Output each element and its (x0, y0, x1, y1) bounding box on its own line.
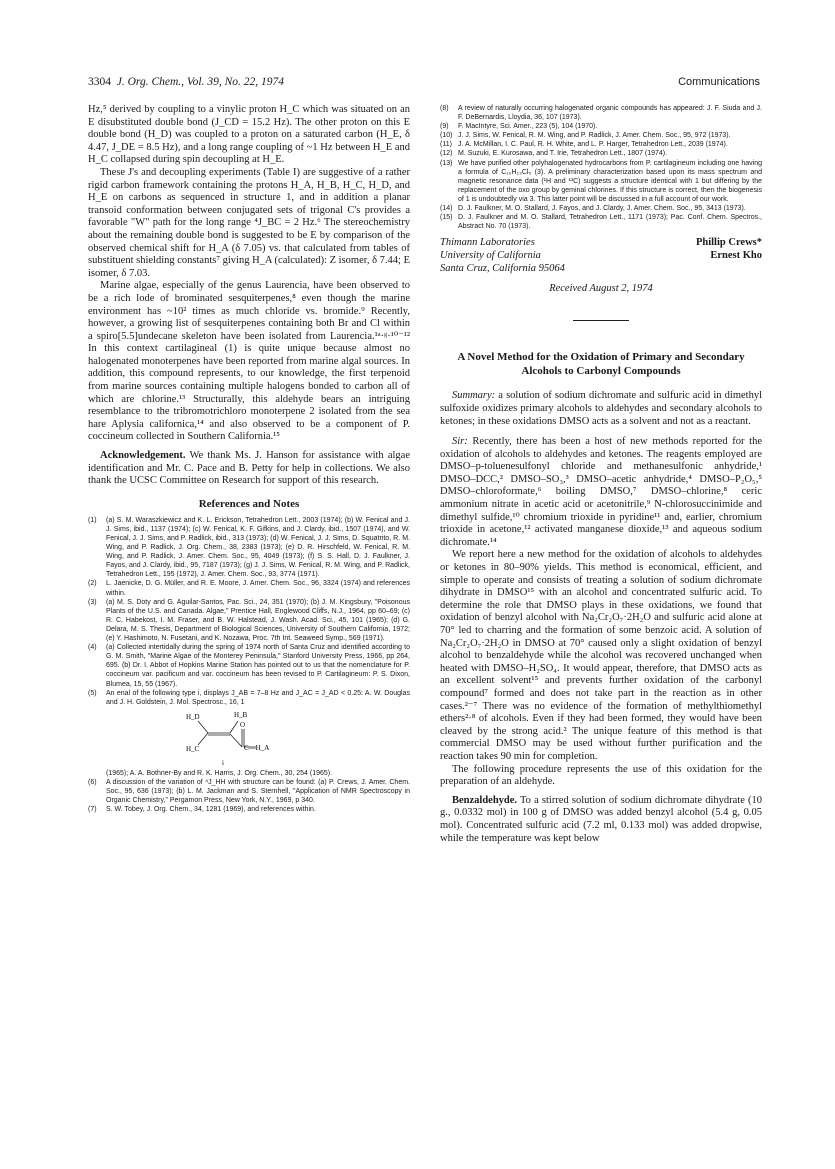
reference-item (440, 131, 762, 140)
reference-text: D. J. Faulkner and M. O. Stallard, Tetrahedron Lett., 1171 (1973); Pac. Conf. Chem. Spectros., Abstract No. 70 (1973). (458, 214, 762, 231)
summary (440, 390, 762, 428)
reference-text: (a) Collected intertidally during the spring of 1974 north of Santa Cruz and identified according to G. M. Smith, "Marine Algae of the Monterey Peninsula," Stanford University Press, 1966, pp 264, 695. (b) Dr. I. Abbot of Hopkins Marine Station has pointed out to us that the nomenclature for P. coccineum var. pacificum and var. coccineum has been revised to P. Cartilagineum: P. S. Dixon, Blumea, 15, 55 (1967). (106, 644, 410, 688)
body-paragraph (440, 436, 762, 549)
sir-label: Sir: (452, 436, 468, 448)
struct-label-ha: C—H_A (244, 743, 270, 752)
reference-text: A review of naturally occurring halogenated organic compounds has appeared: J. F. Siuda and J. F. DeBernardis, Lloydia, 36, 107 (1973). (458, 105, 762, 122)
struct-label-i: i (222, 758, 224, 767)
body-paragraph: The following procedure represents the use of this oxidation for the preparation of an aldehyde. (440, 763, 762, 788)
reference-text: F. MacIntyre, Sci. Amer., 223 (5), 104 (1970). (458, 123, 598, 131)
right-column (440, 104, 762, 845)
institution (440, 237, 565, 275)
sir-text: Recently, there has been a host of new methods reported for the oxidation of alcohols to aldehydes and ketones. The reagents employed are DMSO–p-toluenesulfonyl chloride and methanesulfonic anhydride,¹ DMSO–DCC,² DMSO–SO₃,³ DMSO–acetic anhydride,⁴ DMSO–P₂O₅,⁵ DMSO–chloroformate,⁶ boiling DMSO,⁷ DMSO–chlorine,⁸ ceric ammonium nitrate in acetic acid or acetonitrile,⁹ N-chlorosuccinimide and dimethyl sulfide,¹⁰ chromium trioxide in pyridine¹¹ and, earlier, chromium trioxide in acetone,¹² activated manganese dioxide,¹³ and aqueous sodium dichromate.¹⁴ (440, 436, 762, 548)
reference-text: J. A. McMillan, I. C. Paul, R. H. White, and L. P. Harger, Tetrahedron Lett., 2039 (1974). (458, 141, 728, 149)
article-title: A Novel Method for the Oxidation of Primary and Secondary Alcohols to Carbonyl Compounds (457, 351, 745, 377)
reference-text: (a) S. M. Waraszkiewicz and K. L. Erickson, Tetrahedron Lett., 2003 (1974); (b) W. Fenical and J. J. Sims, ibid., 1137 (1974); (c) W. Fenical, K. F. Gifkins, and J. Clardy, ibid., 1507 (1974), and W. Fenical, J. J. Sims, and P. Radlick, ibid., 313 (1973); (d) W. Fenical, J. J. Sims, D. Squatrito, R. M. Wing, and P. Radlick, J. Org. Chem., 38, 2383 (1973); (e) D. R. Hirschfeld, W. Fenical, R. M. Wing, and P. Radlick, J. Amer. Chem. Soc., 95, 4049 (1973); (f) S. S. Hall, D. J. Faulkner, J. Fayos, and J. Clardy, ibid., 95, 7187 (1973); (g) J. J. Sims, W. Fenical, R. M. Wing, and P. Radlick, Tetrahedron Lett., 195 (1972), J. Amer. Chem. Soc., 93, 3774 (1971). (106, 516, 410, 579)
references-list (88, 516, 410, 707)
references-list-continued (88, 769, 410, 814)
reference-number: (6) (88, 778, 97, 786)
reference-item (440, 122, 762, 131)
reference-item (440, 213, 762, 231)
reference-number: (12) (440, 150, 453, 158)
authors (696, 237, 762, 263)
reference-item (88, 516, 410, 580)
acknowledgement (88, 450, 410, 488)
references-heading: References and Notes (198, 497, 300, 510)
reference-text: L. Jaenicke, D. G. Müller, and R. E. Moore, J. Amer. Chem. Soc., 96, 3324 (1974) and references within. (106, 580, 410, 597)
body-paragraph: Marine algae, especially of the genus Laurencia, have been observed to be a rich lode of brominated sesquiterpenes,⁸ even though the marine environment has ~10² times as much chloride vs. bromide.⁹ Recently, however, a growing list of sesquiterpenes containing both Br and Cl within a spiro[5.5]undecane skeleton have been isolated from Laurencia.¹ᵃ·ᵍ·¹⁰⁻¹² In this context cartilagineal (1) is quite unique because almost no halogenated monoterpenes have been reported from marine algal sources. In addition, this compound represents, to our knowledge, the first terpenoid from marine sources containing multiple halogens bonded to carbon all of which are chlorine.¹³ Structurally, this aldehyde bears an intriguing resemblance to the tribromotrichloro monoterpene 2 isolated from the sea hare Aplysia californica,¹⁴ and also observed to be a component of P. coccineum collected in Southern California.¹⁵ (88, 280, 410, 443)
reference-number: (15) (440, 214, 453, 222)
reference-item (88, 598, 410, 643)
body-paragraph: Hz,⁵ derived by coupling to a vinylic proton H_C which was situated on an E disubstituted double bond (J_CD = 15.2 Hz). The other proton on this E double bond (H_D) was coupled to a proton on a saturated carbon (H_E, δ 4.47, J_DE = 8.5 Hz), and a long range coupling of ~1 Hz between H_E and H_C collapsed during spin decoupling at H_E. (88, 104, 410, 166)
reference-text: M. Suzuki, E. Kurosawa, and T. Irie, Tetrahedron Lett., 1807 (1974). (458, 150, 668, 158)
struct-label-o: O (240, 720, 246, 729)
reference-text: J. J. Sims, W. Fenical, R. M. Wing, and P. Radlick, J. Amer. Chem. Soc., 95, 972 (1973). (458, 132, 731, 140)
institution-line: Thimann Laboratories (440, 237, 535, 249)
reference-number: (3) (88, 598, 97, 606)
reference-number: (11) (440, 141, 452, 149)
reference-text: (1965); A. A. Bothner-By and R. K. Harris, J. Org. Chem., 30, 254 (1965). (106, 769, 333, 777)
ack-text: We thank Ms. J. Hanson for assistance with algae identification and Mr. C. Pace and B. Petty for help in collections. We also thank the UCSC Committee on Research for support of this research. (88, 450, 410, 487)
reference-item (440, 104, 762, 122)
reference-item (88, 689, 410, 707)
reference-item (88, 769, 410, 778)
reference-number: (8) (440, 105, 449, 112)
procedure-label: Benzaldehyde. (452, 794, 518, 806)
chemical-structure-i (88, 707, 410, 769)
reference-item (440, 204, 762, 213)
section-name: Communications (678, 76, 760, 88)
reference-item (440, 149, 762, 158)
procedure-text: To a stirred solution of sodium dichromate dihydrate (10 g., 0.0332 mol) in 100 g of DMSO was added benzyl alcohol (5.4 g, 0.05 mol). Concentrated sulfuric acid (7.2 ml, 0.133 mol) was added dropwise, while the temperature was kept below (440, 794, 762, 844)
struct-label-hb: H_B (234, 710, 248, 719)
reference-text: A discussion of the variation of ⁴J_HH with structure can be found: (a) P. Crews, J. Amer. Chem. Soc., 95, 636 (1973); (b) L. M. Jackman and S. Sternhell, "Application of NMR Spectroscopy in Organic Chemistry," Pergamon Press, New York, N.Y., 1969, p 340. (106, 778, 410, 805)
structure-drawing (178, 707, 318, 769)
left-column (88, 104, 410, 814)
reference-number: (10) (440, 132, 453, 140)
body-paragraph: These J's and decoupling experiments (Table I) are suggestive of a rather rigid carbon framework containing the protons H_A, H_B, H_C, H_D, and H_E on carbons as sequenced in structure 1, and in addition a planar transoid conformation between conjugated sets of trigonal C's provides a favorable "W" path for the long range ⁴J_BC = 2 Hz.⁶ The stereochemistry about the remaining double bond is suggested to be E by comparison of the observed chemical shift for H_A (δ 7.05) vs. that calculated from tables of substituent shielding constants⁷ giving H_A (calculated): Z isomer, δ 7.44; E isomer, δ 7.03. (88, 166, 410, 279)
reference-number: (4) (88, 644, 97, 652)
reference-number: (1) (88, 516, 97, 524)
struct-label-hd: H_D (186, 712, 200, 721)
author-name: Phillip Crews* (695, 237, 762, 249)
header-left (88, 76, 284, 88)
reference-number: (2) (88, 580, 97, 588)
reference-number: (5) (88, 689, 97, 697)
ack-heading: Acknowledgement. (100, 450, 186, 462)
reference-text: We have purified other polyhalogenated hydrocarbons from P. cartilagineum including one having a formula of C₁₀H₁₃Cl₅ (3). A preliminary characterization based upon its mass spectrum and magnetic resonance data (¹H and ¹³C) suggests a structure identical with 1 but differing by the replacement of the oxo group by geminal chlorines. If this structure is correct, then the biogenesis of 1 is undoubtedly via 3. This latter point will be discussed in a full account of our work. (458, 159, 762, 203)
reference-text: (a) M. S. Doty and G. Aguilar-Santos, Pac. Sci., 24, 351 (1970); (b) J. M. Kingsbury, "Poisonous Plants of the U.S. and Canada. Algae," Prentice Hall, Englewood Cliffs, N.J., 1964, pp 60–69; (c) R. C. Habekost, I. M. Fraser, and B. W. Halstead, J. Wash. Acad. Sci., 45, 101 (1965); (d) G. Delara, M. S. Thesis, Department of Biological Sciences, University of Southern California, 1972; (e) Y. Hashimoto, N. Fusetani, and K. Nozawa, Proc. 7th Int. Seaweed Symp., 569 (1971). (106, 598, 410, 643)
reference-number: (14) (440, 205, 453, 213)
received-date: Received August 2, 1974 (549, 283, 653, 295)
summary-label: Summary: (452, 390, 496, 402)
reference-item (440, 159, 762, 204)
reference-number: (7) (88, 806, 97, 814)
reference-text: An enal of the following type i, displays J_AB = 7–8 Hz and J_AC = J_AD < 0.25: A. W. Douglas and J. H. Goldstein, J. Mol. Spectrosc., 16, 1 (106, 689, 410, 706)
reference-item (88, 643, 410, 688)
reference-item (440, 140, 762, 149)
page-number: 3304 (88, 76, 111, 88)
institution-line: University of California (440, 250, 541, 262)
procedure-paragraph (440, 795, 762, 845)
author-name: Ernest Kho (710, 250, 762, 262)
reference-item (88, 579, 410, 597)
running-header (88, 76, 760, 92)
struct-label-hc: H_C (186, 744, 200, 753)
reference-number: (13) (440, 159, 453, 167)
divider (573, 320, 629, 321)
body-paragraph: We report here a new method for the oxidation of alcohols to aldehydes or ketones in 80–90% yields. This method is economical, efficient, and simple to operate and consists of treating a solution of sodium dichromate dihydrate in DMSO¹⁵ with an alcohol and concentrated sulfuric acid. To determine the role that DMSO plays in these oxidations, we found that oxidation of benzyl alcohol with Na₂Cr₂O₇·2H₂O and sulfuric acid alone at 70° led to charring and the formation of some benzoic acid. A solution of Na₂Cr₂O₇·2H₂O in DMSO at 70° caused only a slight oxidation of benzyl alcohol to benzaldehyde while the alcohol was recovered unchanged when heated with DMSO–H₂SO₄. It would appear, therefore, that DMSO acts as an excellent solvent¹⁵ and prevents further oxidation of the carbonyl compound⁷ formed and does not take part in the reaction as in other cases.²⁻⁷ There was no evidence of the formation of methylthiomethyl ethers²·⁸ of alcohols. Even if they had been formed, they would have been cleaved by the strong acid.² The unique feature of this method is that commercial DMSO may be used without further purification and the reaction takes 90 min for completion. (440, 549, 762, 762)
reference-text: S. W. Tobey, J. Org. Chem., 34, 1281 (1969), and references within. (106, 806, 316, 814)
institution-line: Santa Cruz, California 95064 (440, 262, 565, 274)
summary-text: a solution of sodium dichromate and sulfuric acid in dimethyl sulfoxide oxidizes primary alcohols to aldehydes and secondary alcohols to ketones; in these oxidations DMSO acts as a solvent and not as a reactant. (440, 390, 762, 427)
reference-item (88, 778, 410, 805)
reference-item (88, 805, 410, 814)
reference-text: D. J. Faulkner, M. O. Stallard, J. Fayos, and J. Clardy, J. Amer. Chem. Soc., 95, 3413 (1973). (458, 205, 746, 213)
affiliation-block (440, 237, 762, 277)
references-list-right (440, 104, 762, 231)
journal-citation: J. Org. Chem., Vol. 39, No. 22, 1974 (116, 76, 285, 88)
reference-number: (9) (440, 123, 449, 131)
